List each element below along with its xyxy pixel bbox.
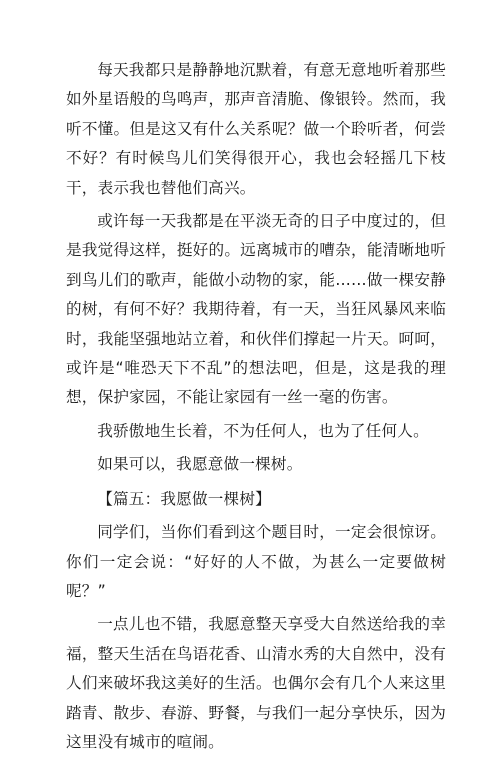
paragraph-if-possible: 如果可以，我愿意做一棵树。 <box>97 455 303 474</box>
paragraph-listening-birds: 每天我都只是静静地沉默着，有意无意地听着那些如外星语般的鸟鸣声，那声音清脆、像银铃。然而，我听不懂。但是这又有什么关系呢？做一个聆听者，何尝不好？有时候鸟儿们笑得很开心，我也会轻摇几下枝干，表示我也替他们高兴。 <box>66 61 446 197</box>
paragraph-classmates: 同学们，当你们看到这个题目时，一定会很惊讶。你们一定会说：“好好的人不做，为甚么一定要做树呢？” <box>66 523 446 600</box>
paragraph-ordinary-days: 或许每一天我都是在平淡无奇的日子中度过的，但是我觉得这样，挺好的。远离城市的嘈杂，能清晰地听到鸟儿们的歌声，能做小动物的家，能……做一棵安静的树，有何不好？我期待着，有一天，当狂风暴风来临时，我能坚强地站立着，和伙伴们撑起一片天。呵呵，或许是“唯恐天下不乱”的想法吧，但是，这是我的理想，保护家园，不能让家园有一丝一毫的伤害。 <box>66 212 446 407</box>
paragraph-grow-proudly: 我骄傲地生长着，不为任何人，也为了任何人。 <box>97 421 429 440</box>
essay-body <box>66 56 446 757</box>
paragraph-nature-happiness: 一点儿也不错，我愿意整天享受大自然送给我的幸福，整天生活在鸟语花香、山清水秀的大自然中，没有人们来破坏我这美好的生活。也偶尔会有几个人来这里踏青、散步、春游、野餐，与我们一起分享快乐，因为这里没有城市的喧闹。 <box>66 615 446 751</box>
section-heading: 【篇五：我愿做一棵树】 <box>97 489 271 508</box>
